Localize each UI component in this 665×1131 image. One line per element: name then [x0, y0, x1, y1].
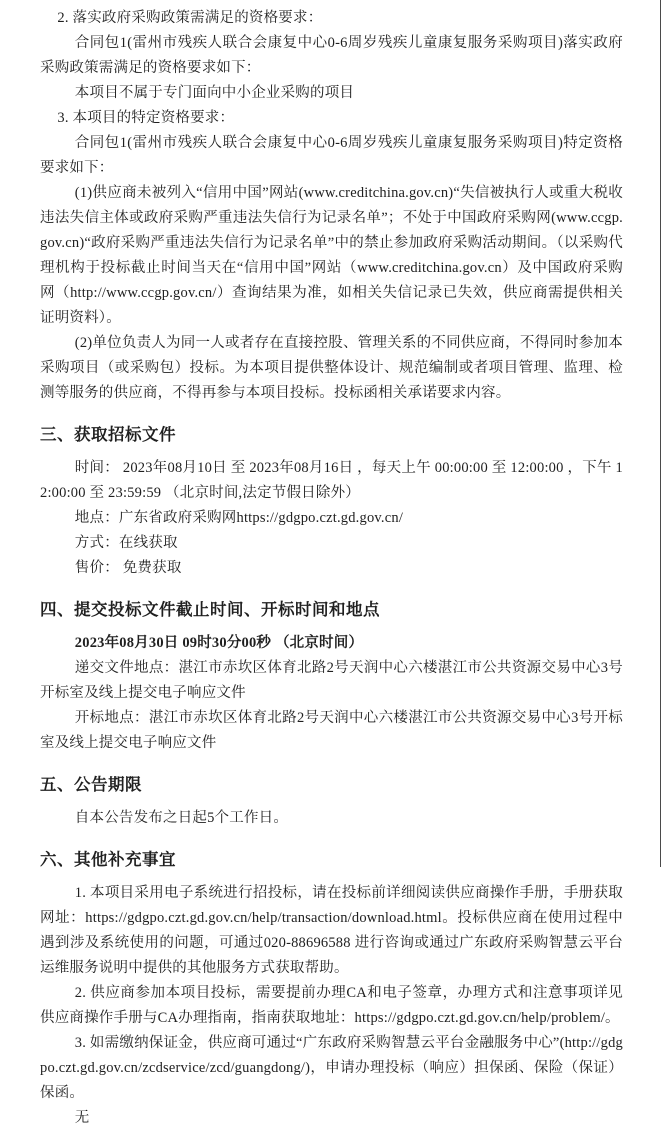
section-heading: 六、其他补充事宜 — [40, 850, 176, 869]
document-content — [0, 2, 665, 1131]
section-heading: 四、提交投标文件截止时间、开标时间和地点 — [40, 600, 380, 619]
paragraph: 1. 本项目采用电子系统进行招投标，请在投标前详细阅读供应商操作手册，手册获取网址：https://gdgpo.czt.gd.gov.cn/help/transaction/download.html。投标供应商在使用过程中遇到涉及系统使用的问题，可通过020-88696588 进行咨询或通过广东政府采购智慧云平台运维服务说明中提供的其他服务方式获取帮助。 — [40, 885, 623, 976]
paragraph: 方式：在线获取 — [74, 535, 178, 551]
paragraph: 2023年08月30日 09时30分00秒 （北京时间） — [74, 635, 364, 651]
paragraph: 本项目不属于专门面向中小企业采购的项目 — [74, 85, 355, 101]
paragraph: 合同包1(雷州市残疾人联合会康复中心0-6周岁残疾儿童康复服务采购项目)落实政府采购政策需满足的资格要求如下： — [40, 35, 623, 76]
paragraph: 无 — [74, 1110, 90, 1126]
paragraph: 时间： 2023年08月10日 至 2023年08月16日 ，每天上午 00:00:00 至 12:00:00 ，下午 12:00:00 至 23:59:59 （北京时间,法定节假日除外） — [40, 460, 623, 501]
paragraph: 2. 供应商参加本项目投标，需要提前办理CA和电子签章，办理方式和注意事项详见供应商操作手册与CA办理指南，指南获取地址：https://gdgpo.czt.gd.gov.cn/help/problem/。 — [40, 985, 623, 1026]
paragraph: (1)供应商未被列入“信用中国”网站(www.creditchina.gov.cn)“失信被执行人或重大税收违法失信主体或政府采购严重违法失信行为记录名单”；不处于中国政府采购网(www.ccgp.gov.cn)“政府采购严重违法失信行为记录名单”中的禁止参加政府采购活动期间。（以采购代理机构于投标截止时间当天在“信用中国”网站（www.creditchina.gov.cn）及中国政府采购网（http://www.ccgp.gov.cn/）查询结果为准，如相关失信记录已失效，供应商需提供相关证明资料）。 — [40, 185, 623, 326]
section-heading: 五、公告期限 — [40, 775, 142, 794]
section-heading: 三、获取招标文件 — [40, 425, 176, 444]
paragraph: 售价： 免费获取 — [74, 560, 182, 576]
paragraph: 开标地点：湛江市赤坎区体育北路2号天润中心六楼湛江市公共资源交易中心3号开标室及线上提交电子响应文件 — [40, 710, 623, 751]
paragraph: 3. 如需缴纳保证金，供应商可通过“广东政府采购智慧云平台金融服务中心”(http://gdgpo.czt.gd.gov.cn/zcdservice/zcd/guangdong/)，申请办理投标（响应）担保函、保险（保证）保函。 — [40, 1035, 623, 1101]
paragraph: 地点：广东省政府采购网https://gdgpo.czt.gd.gov.cn/ — [74, 510, 404, 526]
paragraph: (2)单位负责人为同一人或者存在直接控股、管理关系的不同供应商，不得同时参加本采购项目（或采购包）投标。为本项目提供整体设计、规范编制或者项目管理、监理、检测等服务的供应商，不得再参与本项目投标。投标函相关承诺要求内容。 — [40, 335, 623, 401]
paragraph: 合同包1(雷州市残疾人联合会康复中心0-6周岁残疾儿童康复服务采购项目)特定资格要求如下： — [40, 135, 623, 176]
paragraph: 递交文件地点：湛江市赤坎区体育北路2号天润中心六楼湛江市公共资源交易中心3号开标室及线上提交电子响应文件 — [40, 660, 623, 701]
paragraph: 自本公告发布之日起5个工作日。 — [74, 810, 289, 826]
paragraph: 3. 本项目的特定资格要求： — [57, 110, 235, 126]
paragraph: 2. 落实政府采购政策需满足的资格要求： — [57, 10, 323, 26]
page-right-border — [660, 0, 661, 867]
